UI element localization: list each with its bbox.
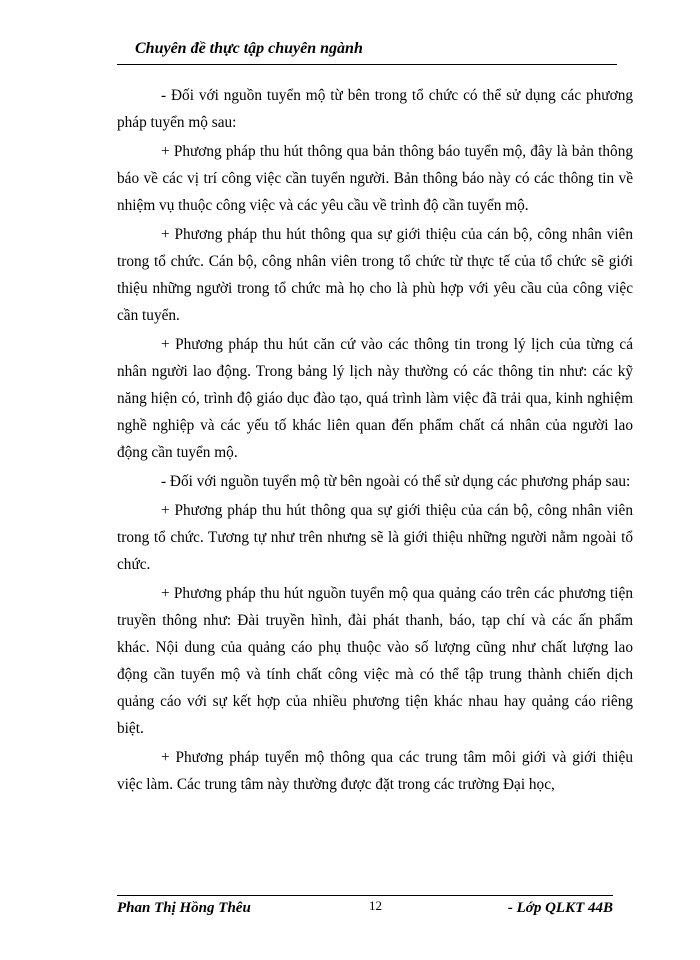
footer-class: - Lớp QLKT 44B: [507, 900, 613, 916]
footer-divider: [117, 895, 613, 896]
body-text: [117, 82, 633, 800]
paragraph: + Phương pháp thu hút thông qua sự giới thiệu của cán bộ, công nhân viên trong tổ chức. Cán bộ, công nhân viên trong tổ chức từ thực tế của tổ chức sẽ giới thiệu những người trong tổ chức mà họ cho là phù hợp với yêu cầu của công việc cần tuyển.: [117, 226, 633, 324]
page-header: [117, 40, 617, 65]
paragraph: - Đối với nguồn tuyển mộ từ bên ngoài có thể sử dụng các phương pháp sau:: [161, 473, 631, 490]
header-title: Chuyên đề thực tập chuyên ngành: [135, 40, 363, 57]
page-footer: [117, 898, 617, 922]
paragraph: + Phương pháp thu hút nguồn tuyển mộ qua quảng cáo trên các phương tiện truyền thông như: Đài truyền hình, đài phát thanh, báo, tạp chí và các ấn phẩm khác. Nội dung của quảng cáo phụ thuộc vào số lượng cũng như chất lượng lao động cần tuyển mộ và tính chất công việc mà có thể tập trung thành chiến dịch quảng cáo với sự kết hợp của nhiều phương tiện khác nhau hay quảng cáo riêng biệt.: [117, 585, 633, 737]
paragraph: + Phương pháp thu hút căn cứ vào các thông tin trong lý lịch của từng cá nhân người lao động. Trong bảng lý lịch này thường có các thông tin như: các kỹ năng hiện có, trình độ giáo dục đào tạo, quá trình làm việc đã trải qua, kinh nghiệm nghề nghiệp và các yếu tố khác liên quan đến phẩm chất cá nhân của người lao động cần tuyển mộ.: [117, 336, 633, 461]
paragraph: - Đối với nguồn tuyển mộ từ bên trong tổ chức có thể sử dụng các phương pháp tuyển mộ sau:: [117, 87, 633, 131]
paragraph: + Phương pháp thu hút thông qua bản thông báo tuyển mộ, đây là bản thông báo về các vị trí công việc cần tuyển người. Bản thông báo này có các thông tin về nhiệm vụ thuộc công việc và các yêu cầu về trình độ cần tuyển mộ.: [117, 143, 633, 214]
page-number: 12: [369, 898, 382, 913]
footer-author: Phan Thị Hồng Thêu: [117, 900, 251, 916]
paragraph: + Phương pháp thu hút thông qua sự giới thiệu của cán bộ, công nhân viên trong tổ chức. Tương tự như trên nhưng sẽ là giới thiệu những người nằm ngoài tổ chức.: [117, 502, 633, 573]
paragraph: + Phương pháp tuyển mộ thông qua các trung tâm môi giới và giới thiệu việc làm. Các trung tâm này thường được đặt trong các trường Đại học,: [117, 749, 633, 793]
